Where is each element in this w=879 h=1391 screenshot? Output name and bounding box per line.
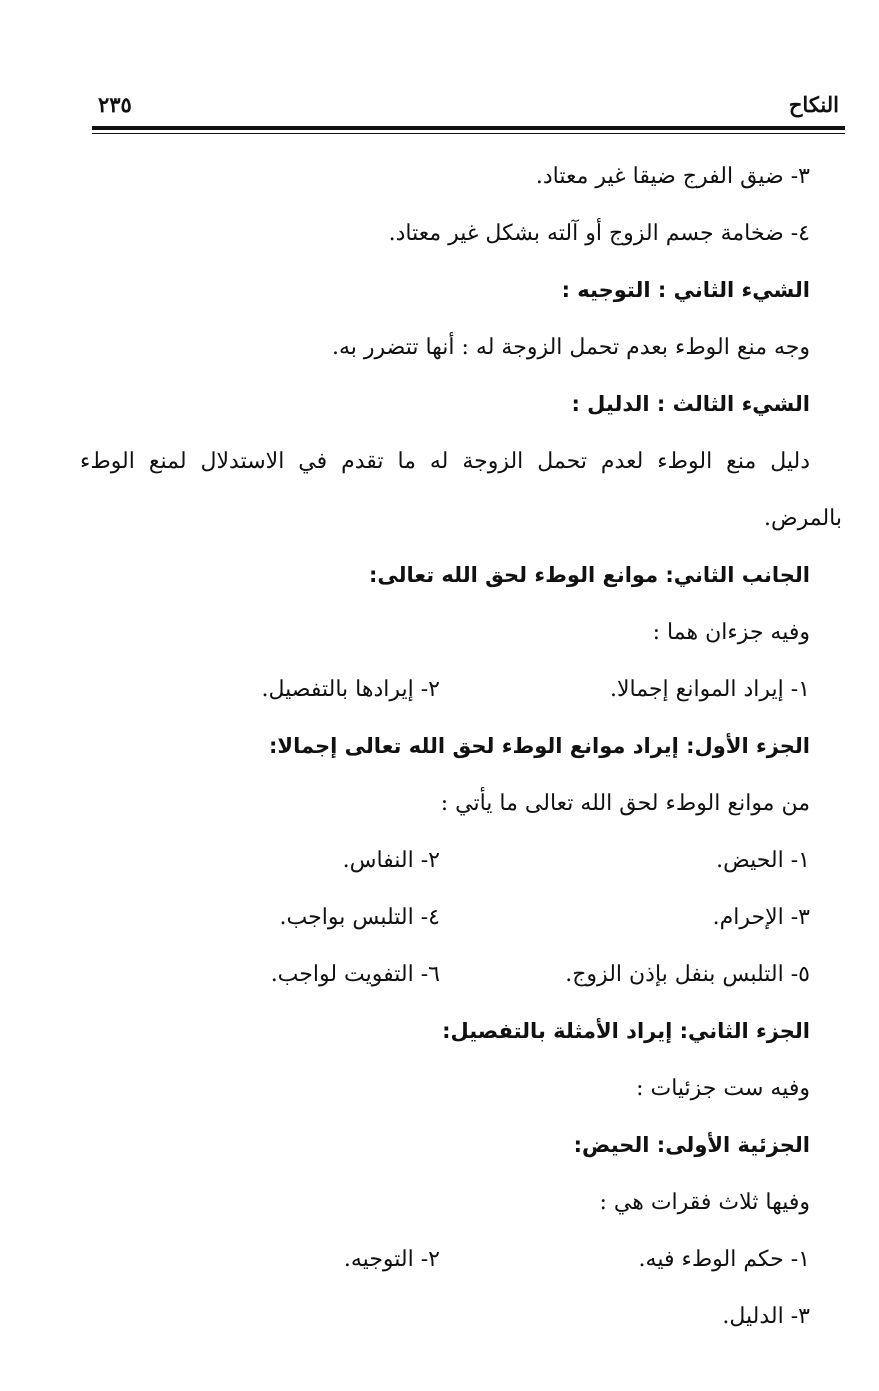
header-rule-thick: [92, 126, 845, 130]
list-item: ٤- التلبس بواجب.: [279, 905, 440, 930]
list-row: [92, 946, 810, 1003]
page-body: [80, 148, 842, 1345]
list-item: ٢- إيرادها بالتفصيل.: [261, 677, 440, 702]
text-line: وفيه جزءان هما :: [652, 620, 810, 645]
section-heading: الجزئية الأولى: الحيض:: [573, 1133, 810, 1157]
section-heading: الجزء الأول: إيراد موانع الوطء لحق الله تعالى إجمالا:: [269, 734, 810, 758]
list-item: ٥- التلبس بنفل بإذن الزوج.: [565, 962, 810, 987]
paragraph-line: دليل منع الوطء لعدم تحمل الزوجة له ما تقدم في الاستدلال لمنع الوطء: [80, 449, 810, 474]
running-head: النكاح: [788, 92, 839, 117]
text-line: وفيه ست جزئيات :: [636, 1076, 810, 1101]
page-number: ٢٣٥: [98, 92, 132, 117]
list-item: ٢- التوجيه.: [343, 1247, 440, 1272]
paragraph-line: بالمرض.: [764, 506, 842, 531]
section-heading: الجانب الثاني: موانع الوطء لحق الله تعالى:: [368, 563, 810, 587]
text-line: وجه منع الوطء بعدم تحمل الزوجة له : أنها تتضرر به.: [331, 335, 810, 360]
list-item: ٣- الدليل.: [722, 1304, 810, 1329]
list-item: ٣- الإحرام.: [712, 905, 810, 930]
list-row: [92, 1231, 810, 1288]
list-row: [92, 832, 810, 889]
section-heading: الشيء الثاني : التوجيه :: [561, 278, 810, 302]
text-line: ٣- ضيق الفرج ضيقا غير معتاد.: [535, 164, 810, 189]
list-item: ١- الحيض.: [716, 848, 810, 873]
header-rule-thin: [92, 133, 845, 134]
section-heading: الجزء الثاني: إيراد الأمثلة بالتفصيل:: [442, 1019, 810, 1043]
section-heading: الشيء الثالث : الدليل :: [571, 392, 810, 416]
list-item: ٢- النفاس.: [342, 848, 440, 873]
text-line: من موانع الوطء لحق الله تعالى ما يأتي :: [440, 791, 810, 816]
list-item: ١- إيراد الموانع إجمالا.: [609, 677, 810, 702]
list-row: [92, 889, 810, 946]
text-line: ٤- ضخامة جسم الزوج أو آلته بشكل غير معتاد.: [388, 221, 810, 246]
list-item: ٦- التفويت لواجب.: [270, 962, 440, 987]
list-item: ١- حكم الوطء فيه.: [638, 1247, 810, 1272]
page-header: [92, 88, 845, 124]
list-row: [92, 661, 810, 718]
text-line: وفيها ثلاث فقرات هي :: [599, 1190, 810, 1215]
